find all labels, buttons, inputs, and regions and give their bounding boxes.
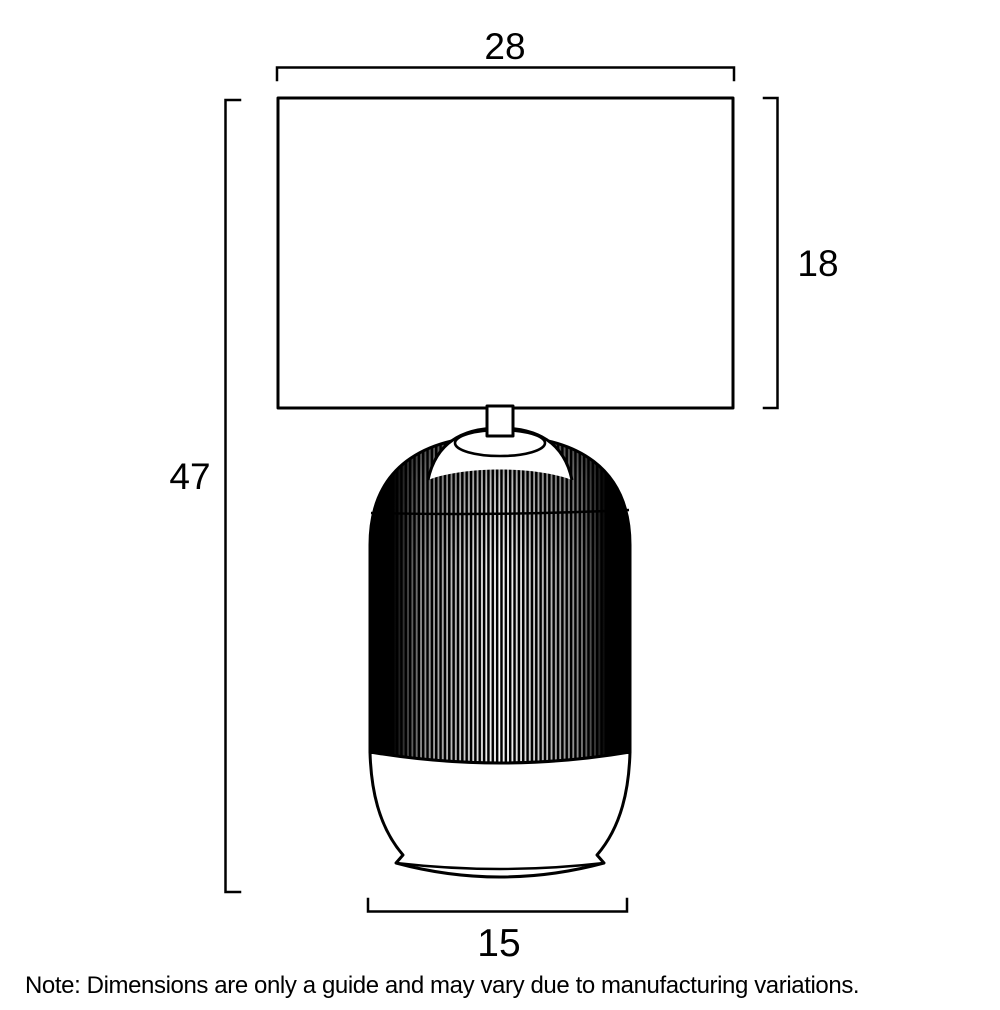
lamp-stem <box>487 406 513 436</box>
shade-height-dimension <box>764 98 839 408</box>
note-text: Note: Dimensions are only a guide and may vary due to manufacturing variations. <box>25 972 860 999</box>
lamp-body-lower-section <box>370 752 630 877</box>
shade-height-label: 18 <box>797 243 839 284</box>
shade-width-dimension <box>277 26 734 80</box>
base-width-dimension <box>368 899 627 965</box>
shade-height-bracket <box>764 98 778 408</box>
total-height-label: 47 <box>169 456 211 497</box>
total-height-dimension <box>169 100 240 892</box>
base-width-bracket <box>368 899 627 912</box>
lamp-shade <box>278 98 733 408</box>
shade-width-label: 28 <box>484 26 526 67</box>
lamp-body <box>370 406 630 877</box>
base-width-label: 15 <box>477 922 521 965</box>
total-height-bracket <box>226 100 241 892</box>
shade-width-bracket <box>277 68 734 81</box>
